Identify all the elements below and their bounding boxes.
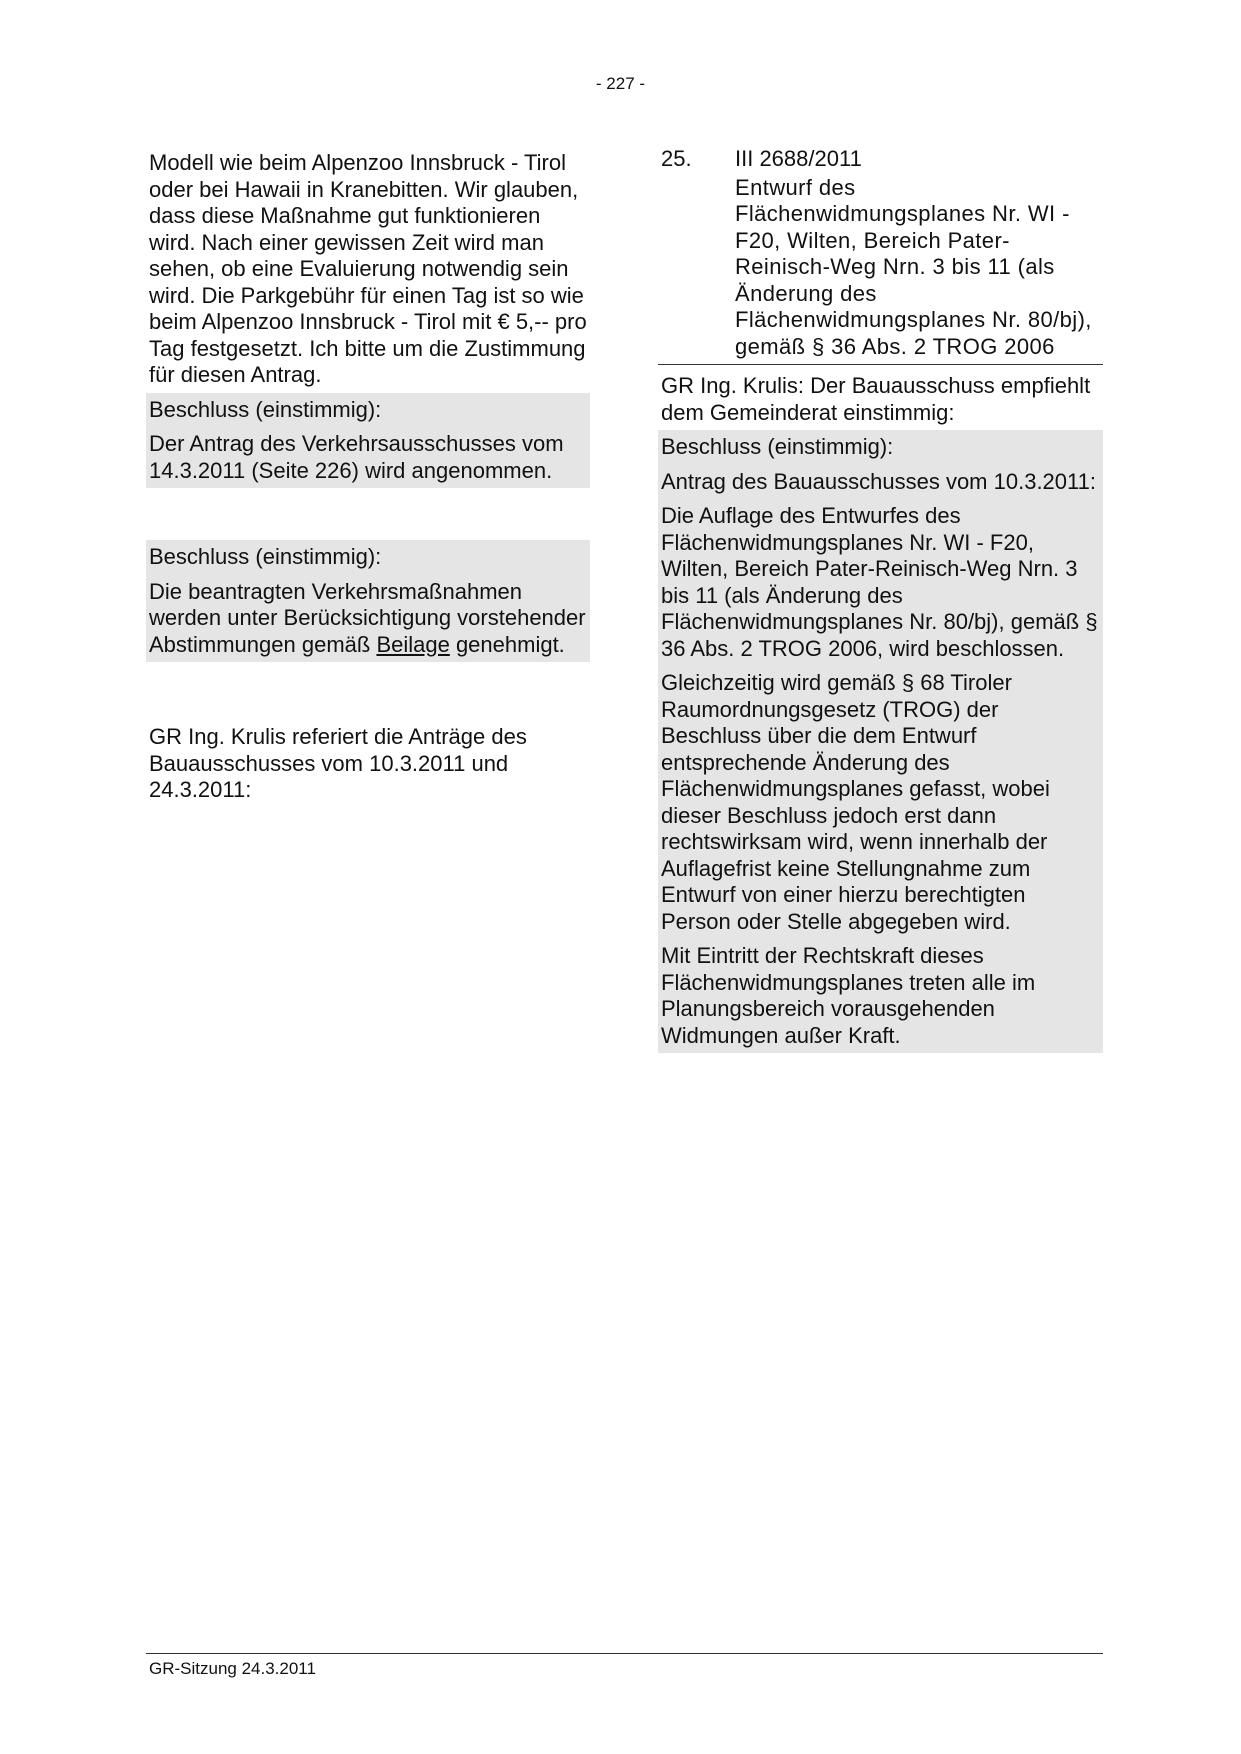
- resolution-3-antrag: Antrag des Bauausschusses vom 10.3.2011:: [661, 468, 1096, 494]
- resolution-3-heading: Beschluss (einstimmig):: [661, 434, 894, 459]
- resolution-1: [146, 393, 590, 489]
- resolution-2-heading: Beschluss (einstimmig):: [149, 544, 382, 569]
- intro-paragraph: Modell wie beim Alpenzoo Innsbruck - Tirol oder bei Hawaii in Kranebitten. Wir glauben, dass diese Maßnahme gut funktionieren wird. Nach einer gewissen Zeit wird man sehen, ob eine Evaluierung notwendig sein wird. Die Parkgebühr für einen Tag ist so wie beim Alpenzoo Innsbruck - Tirol mit € 5,-- pro Tag festgesetzt. Ich bitte um die Zustimmung für diesen Antrag.: [149, 150, 587, 387]
- agenda-item-title: Entwurf des Flächenwidmungsplanes Nr. WI - F20, Wilten, Bereich Pater-Reinisch-Weg Nrn. 3 bis 11 (als Änderung des Flächenwidmungsplanes Nr. 80/bj), gemäß § 36 Abs. 2 TROG 2006: [735, 174, 1092, 359]
- resolution-2-text-start: Die beantragten Verkehrsmaßnahmen werden unter Berücksichtigung vorstehender Abstimmungen gemäß: [149, 578, 586, 657]
- left-column: [146, 146, 590, 808]
- resolution-2-text-end: genehmigt.: [449, 631, 565, 657]
- agenda-item: [658, 146, 1103, 365]
- resolution-2: [146, 540, 590, 662]
- resolution-3-paragraph-3: Mit Eintritt der Rechtskraft dieses Flächenwidmungsplanes treten alle im Planungsbereich vorausgehenden Widmungen außer Kraft.: [661, 943, 1036, 1048]
- report-paragraph: GR Ing. Krulis referiert die Anträge des Bauausschusses vom 10.3.2011 und 24.3.2011:: [149, 724, 527, 802]
- footer-divider: [146, 1653, 1103, 1654]
- page-number: - 227 -: [595, 74, 646, 93]
- recommendation-paragraph: GR Ing. Krulis: Der Bauausschuss empfiehlt dem Gemeinderat einstimmig:: [661, 373, 1091, 425]
- resolution-2-text: [149, 579, 587, 659]
- agenda-item-header: [658, 146, 1103, 175]
- agenda-item-reference: III 2688/2011: [735, 146, 862, 171]
- resolution-1-heading: Beschluss (einstimmig):: [149, 396, 382, 422]
- resolution-3: [658, 430, 1103, 1053]
- resolution-3-paragraph-2: Gleichzeitig wird gemäß § 68 Tiroler Raumordnungsgesetz (TROG) der Beschluss über die dem Entwurf entsprechende Änderung des Flächenwidmungsplanes gefasst, wobei dieser Beschluss jedoch erst dann rechtswirksam wird, wenn innerhalb der Auflagefrist keine Stellungnahme zum Entwurf von einer hierzu berechtigten Person oder Stelle abgegeben wird.: [661, 670, 1050, 934]
- right-column: [658, 146, 1103, 1053]
- beilage-link[interactable]: Beilage: [376, 631, 450, 657]
- resolution-1-text: Der Antrag des Verkehrsausschusses vom 14.3.2011 (Seite 226) wird angenommen.: [149, 431, 564, 483]
- resolution-3-paragraph-1: Die Auflage des Entwurfes des Flächenwidmungsplanes Nr. WI - F20, Wilten, Bereich Pater-Reinisch-Weg Nrn. 3 bis 11 (als Änderung des Flächenwidmungsplanes Nr. 80/bj), gemäß § 36 Abs. 2 TROG 2006, wird beschlossen.: [661, 503, 1098, 661]
- agenda-item-number: 25.: [661, 146, 692, 171]
- footer-text: GR-Sitzung 24.3.2011: [149, 1659, 316, 1678]
